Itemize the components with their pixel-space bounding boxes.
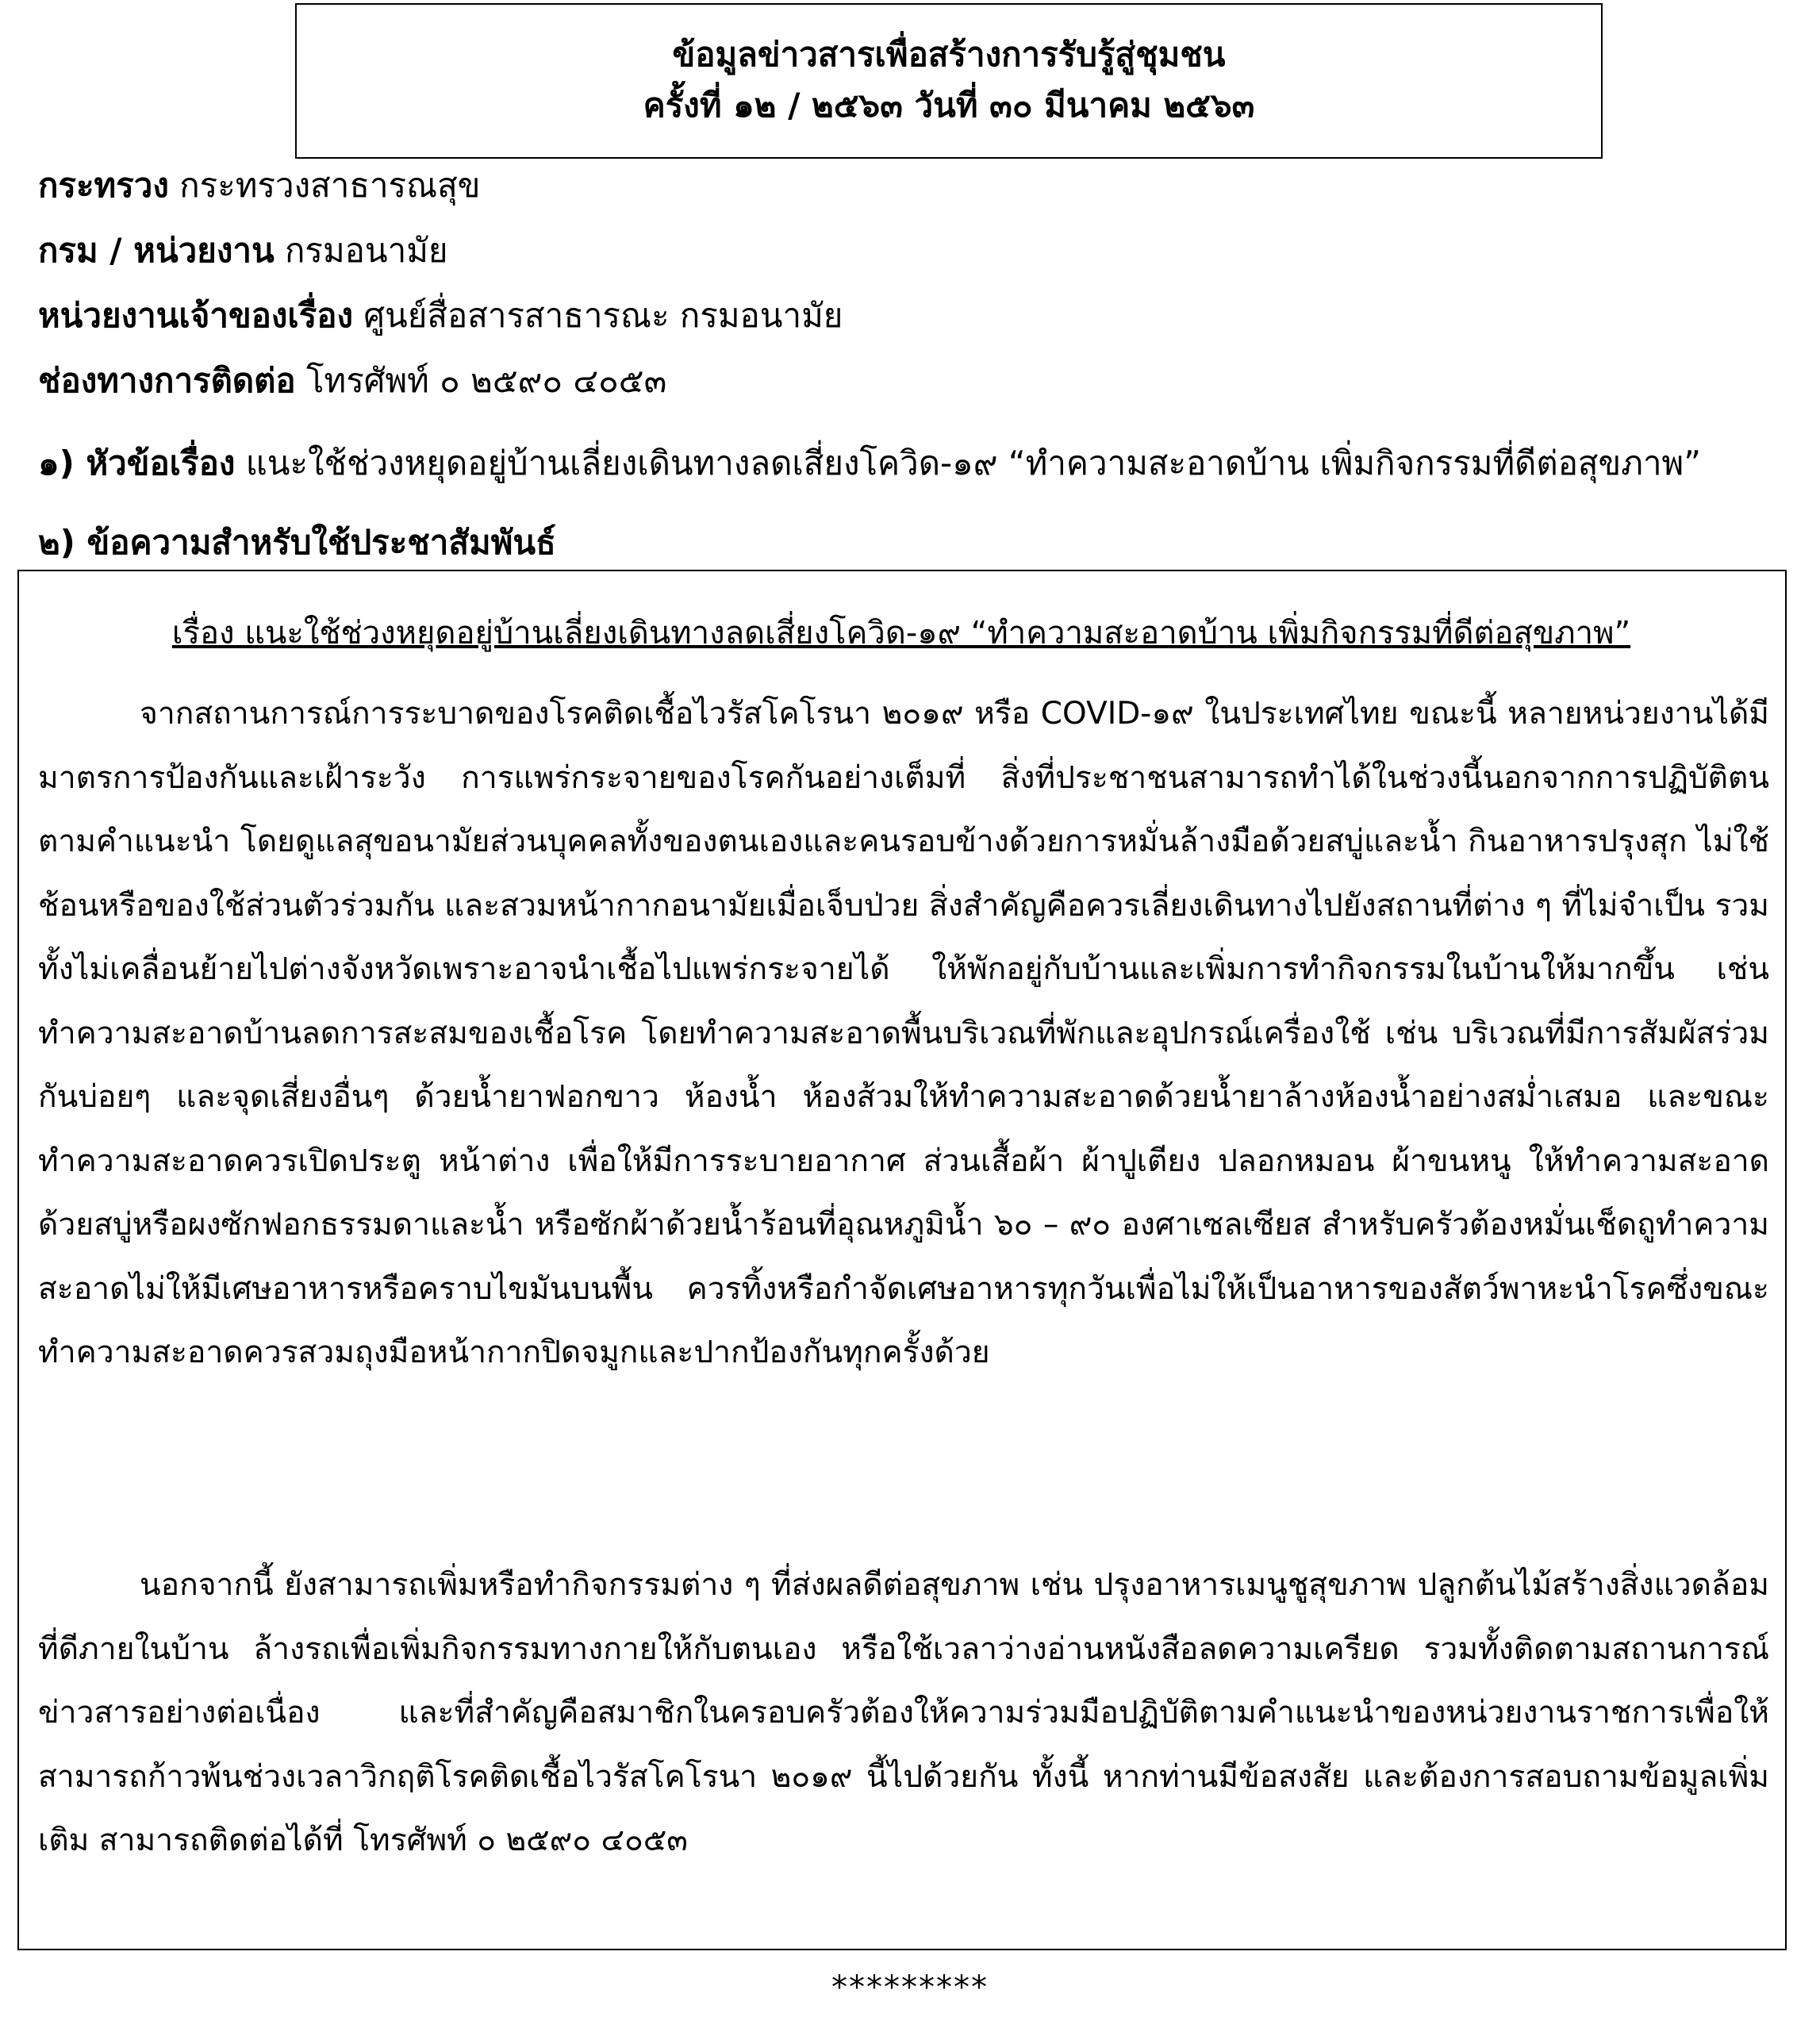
- end-of-document-mark: *********: [831, 1969, 989, 2006]
- owner-value: ศูนย์สื่อสารสาธารณะ กรมอนามัย: [353, 296, 843, 335]
- header-box: [295, 3, 1603, 159]
- section-pr-label: ๒) ข้อความสำหรับใช้ประชาสัมพันธ์: [38, 523, 556, 562]
- section-topic-label: ๑) หัวข้อเรื่อง: [38, 444, 236, 482]
- owner-row: [38, 294, 1784, 359]
- pr-message-box: [17, 570, 1787, 1950]
- section-topic: [38, 441, 1701, 486]
- contact-label: ช่องทางการติดต่อ: [38, 361, 296, 400]
- message-paragraph-1: [38, 682, 1769, 1385]
- document-title: ข้อมูลข่าวสารเพื่อสร้างการรับรู้สู่ชุมชน: [672, 35, 1226, 74]
- section-pr-message: [38, 521, 556, 565]
- ministry-value: กระทรวงสาธารณสุข: [168, 166, 481, 205]
- contact-value: โทรศัพท์ ๐ ๒๕๙๐ ๔๐๕๓: [295, 361, 667, 400]
- issue-date-line: ครั้งที่ ๑๒ / ๒๕๖๓ วันที่ ๓๐ มีนาคม ๒๕๖๓: [643, 86, 1255, 125]
- contact-row: [38, 359, 1784, 424]
- ministry-label: กระทรวง: [38, 166, 169, 205]
- department-value: กรมอนามัย: [274, 231, 448, 270]
- message-title: เรื่อง แนะใช้ช่วงหยุดอยู่บ้านเลี่ยงเดินทางลดเสี่ยงโควิด-๑๙ “ทำความสะอาดบ้าน เพิ่มกิจกรรมที่ดีต่อสุขภาพ”: [171, 615, 1631, 651]
- department-row: [38, 229, 1784, 294]
- message-paragraph-2-text: นอกจากนี้ ยังสามารถเพิ่มหรือทำกิจกรรมต่าง ๆ ที่ส่งผลดีต่อสุขภาพ เช่น ปรุงอาหารเมนูชูสุขภาพ ปลูกต้นไม้สร้างสิ่งแวดล้อมที่ดีภายในบ้าน ล้างรถเพื่อเพิ่มกิจกรรมทางกายให้กับตนเอง หรือใช้เวลาว่างอ่านหนังสือลดความเครียด รวมทั้งติดตามสถานการณ์ข่าวสารอย่างต่อเนื่อง และที่สำคัญคือสมาชิกในครอบครัวต้องให้ความร่วมมือปฏิบัติตามคำแนะนำของหน่วยงานราชการเพื่อให้สามารถก้าวพ้นช่วงเวลาวิกฤติโรคติดเชื้อไวรัสโคโรนา ๒๐๑๙ นี้ไปด้วยกัน ทั้งนี้ หากท่านมีข้อสงสัย และต้องการสอบถามข้อมูลเพิ่มเติม สามารถติดต่อได้ที่ โทรศัพท์ ๐ ๒๕๙๐ ๔๐๕๓: [38, 1567, 1769, 1858]
- ministry-row: [38, 163, 1784, 229]
- document-metadata: [38, 163, 1784, 424]
- message-paragraph-2: [38, 1554, 1769, 1873]
- department-label: กรม / หน่วยงาน: [38, 231, 275, 270]
- section-topic-value: แนะใช้ช่วงหยุดอยู่บ้านเลี่ยงเดินทางลดเสี่ยงโควิด-๑๙ “ทำความสะอาดบ้าน เพิ่มกิจกรรมที่ดีต่อสุขภาพ”: [235, 444, 1701, 482]
- message-paragraph-1-text: จากสถานการณ์การระบาดของโรคติดเชื้อไวรัสโคโรนา ๒๐๑๙ หรือ COVID-๑๙ ในประเทศไทย ขณะนี้ หลายหน่วยงานได้มีมาตรการป้องกันและเฝ้าระวัง การแพร่กระจายของโรคกันอย่างเต็มที่ สิ่งที่ประชาชนสามารถทำได้ในช่วงนี้นอกจากการปฏิบัติตนตามคำแนะนำ โดยดูแลสุขอนามัยส่วนบุคคลทั้งของตนเองและคนรอบข้างด้วยการหมั่นล้างมือด้วยสบู่และน้ำ กินอาหารปรุงสุก ไม่ใช้ช้อนหรือของใช้ส่วนตัวร่วมกัน และสวมหน้ากากอนามัยเมื่อเจ็บป่วย สิ่งสำคัญคือควรเลี่ยงเดินทางไปยังสถานที่ต่าง ๆ ที่ไม่จำเป็น รวมทั้งไม่เคลื่อนย้ายไปต่างจังหวัดเพราะอาจนำเชื้อไปแพร่กระจายได้ ให้พักอยู่กับบ้านและเพิ่มการทำกิจกรรมในบ้านให้มากขึ้น เช่น ทำความสะอาดบ้านลดการสะสมของเชื้อโรค โดยทำความสะอาดพื้นบริเวณที่พักและอุปกรณ์เครื่องใช้ เช่น บริเวณที่มีการสัมผัสร่วมกันบ่อยๆ และจุดเสี่ยงอื่นๆ ด้วยน้ำยาฟอกขาว ห้องน้ำ ห้องส้วมให้ทำความสะอาดด้วยน้ำยาล้างห้องน้ำอย่างสม่ำเสมอ และขณะทำความสะอาดควรเปิดประตู หน้าต่าง เพื่อให้มีการระบายอากาศ ส่วนเสื้อผ้า ผ้าปูเตียง ปลอกหมอน ผ้าขนหนู ให้ทำความสะอาดด้วยสบู่หรือผงซักฟอกธรรมดาและน้ำ หรือซักผ้าด้วยน้ำร้อนที่อุณหภูมิน้ำ ๖๐ – ๙๐ องศาเซลเซียส สำหรับครัวต้องหมั่นเช็ดถูทำความสะอาดไม่ให้มีเศษอาหารหรือคราบไขมันบนพื้น ควรทิ้งหรือกำจัดเศษอาหารทุกวันเพื่อไม่ให้เป็นอาหารของสัตว์พาหะนำโรคซึ่งขณะทำความสะอาดควรสวมถุงมือหน้ากากปิดจมูกและปากป้องกันทุกครั้งด้วย: [38, 696, 1769, 1370]
- owner-label: หน่วยงานเจ้าของเรื่อง: [38, 296, 354, 335]
